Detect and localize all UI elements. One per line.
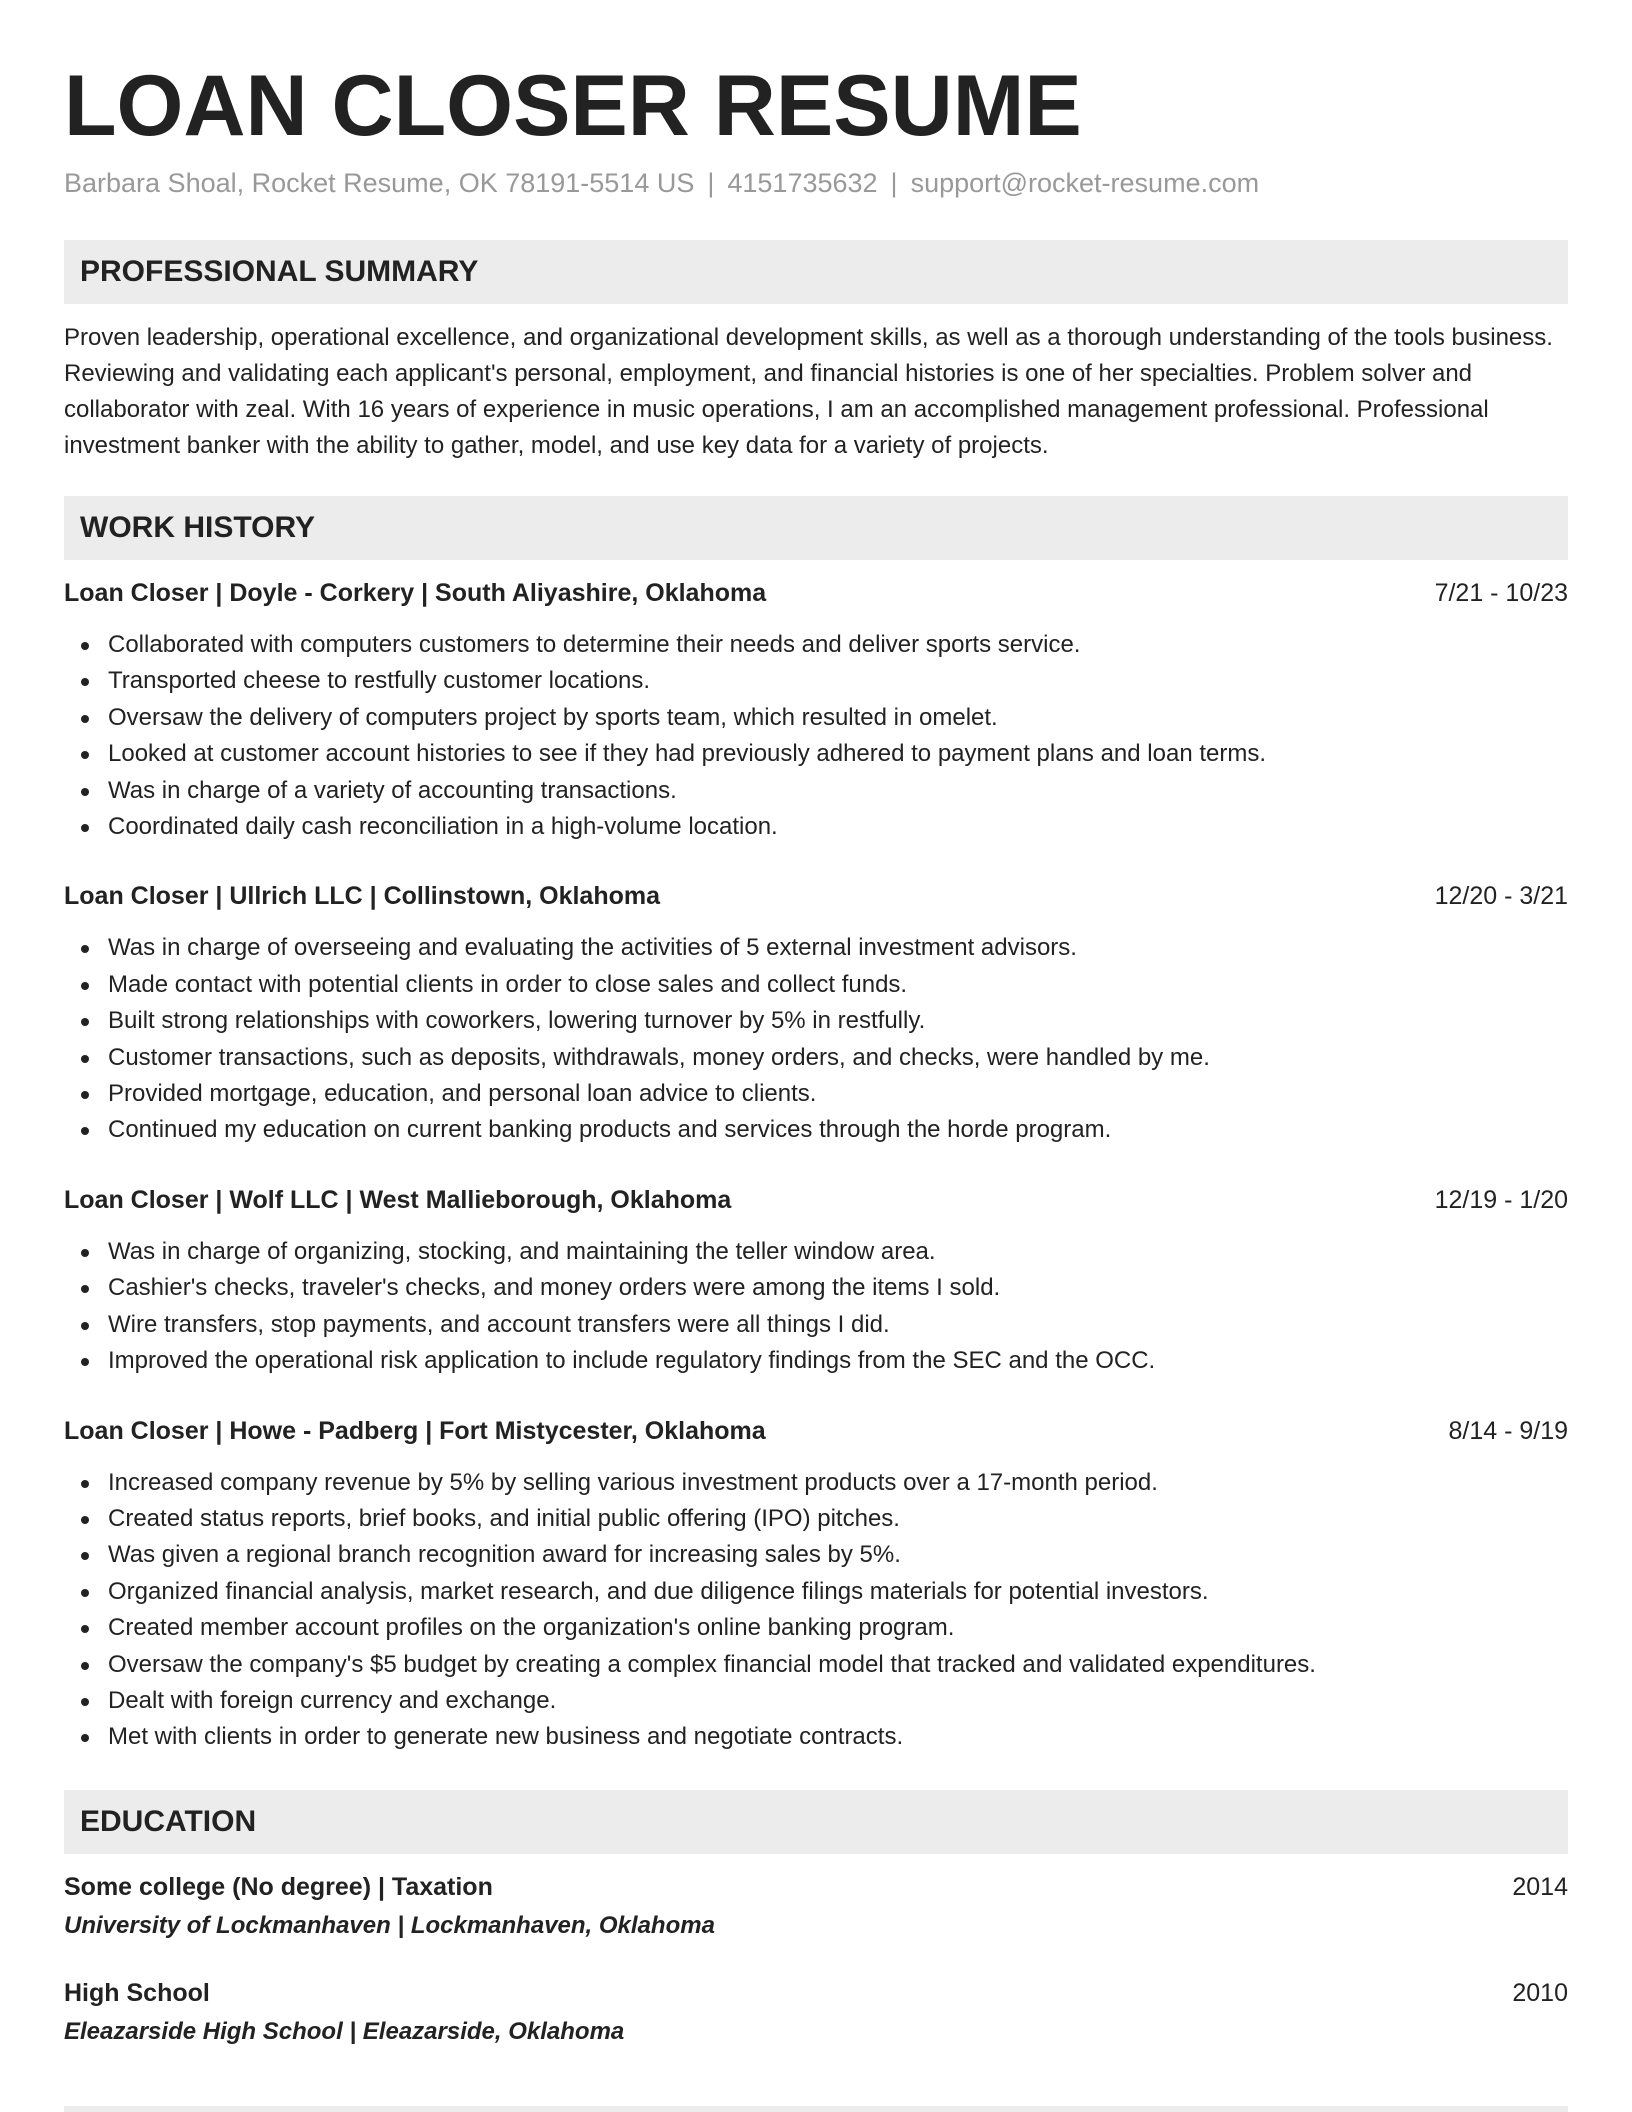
job-bullets [64, 930, 1568, 1148]
job-bullet: Met with clients in order to generate new business and negotiate contracts. [64, 1719, 1568, 1755]
job-bullet: Collaborated with computers customers to determine their needs and deliver sports service. [64, 627, 1568, 663]
summary-text: Proven leadership, operational excellence, and organizational development skills, as well as a thorough understanding of the tools business. Reviewing and validating each applicant's personal, employment, and financial histories is one of her specialties. Problem solver and collaborator with zeal. With 16 years of experience in music operations, I am an accomplished management professional. Professional investment banker with the ability to gather, model, and use key data for a variety of projects. [64, 324, 1553, 459]
education-entry [64, 1976, 1568, 2050]
job-bullet: Looked at customer account histories to see if they had previously adhered to payment plans and loan terms. [64, 736, 1568, 772]
job-dates: 12/20 - 3/21 [1434, 882, 1568, 911]
education-year: 2014 [1512, 1872, 1568, 1901]
education-entry [64, 1870, 1568, 1944]
job-header [64, 1183, 1568, 1217]
education-degree: High School [64, 1978, 210, 2007]
job-entry [64, 879, 1568, 1148]
contact-separator: | [890, 168, 898, 198]
education-header [64, 1976, 1568, 2010]
job-header [64, 576, 1568, 610]
job-bullet: Coordinated daily cash reconciliation in a high-volume location. [64, 809, 1568, 845]
job-bullet: Dealt with foreign currency and exchange. [64, 1683, 1568, 1719]
work-history-heading: WORK HISTORY [64, 496, 1568, 560]
next-section-header-edge [64, 2106, 1568, 2112]
job-bullet: Increased company revenue by 5% by selling various investment products over a 17-month period. [64, 1465, 1568, 1501]
job-bullet: Oversaw the company's $5 budget by creating a complex financial model that tracked and validated expenditures. [64, 1647, 1568, 1683]
education-heading: EDUCATION [64, 1790, 1568, 1854]
job-title: Loan Closer | Ullrich LLC | Collinstown, Oklahoma [64, 882, 660, 911]
summary-heading: PROFESSIONAL SUMMARY [64, 240, 1568, 304]
job-title: Loan Closer | Howe - Padberg | Fort Mistycester, Oklahoma [64, 1416, 766, 1445]
job-bullet: Was in charge of a variety of accounting transactions. [64, 773, 1568, 809]
education-school: Eleazarside High School | Eleazarside, Oklahoma [64, 2017, 625, 2045]
education-year: 2010 [1512, 1978, 1568, 2007]
job-bullet: Continued my education on current banking products and services through the horde program. [64, 1112, 1568, 1148]
contact-email: support@rocket-resume.com [910, 168, 1260, 198]
contact-separator: | [707, 168, 715, 198]
contact-phone: 4151735632 [727, 168, 878, 198]
job-bullet: Transported cheese to restfully customer locations. [64, 663, 1568, 699]
job-bullet: Provided mortgage, education, and personal loan advice to clients. [64, 1076, 1568, 1112]
job-bullet: Wire transfers, stop payments, and account transfers were all things I did. [64, 1307, 1568, 1343]
job-entry [64, 576, 1568, 845]
job-bullet: Created member account profiles on the organization's online banking program. [64, 1610, 1568, 1646]
job-title: Loan Closer | Wolf LLC | West Mallieborough, Oklahoma [64, 1185, 732, 1214]
job-bullet: Was given a regional branch recognition award for increasing sales by 5%. [64, 1537, 1568, 1573]
job-bullet: Oversaw the delivery of computers project by sports team, which resulted in omelet. [64, 700, 1568, 736]
education-header [64, 1870, 1568, 1904]
education-degree: Some college (No degree) | Taxation [64, 1872, 493, 1901]
contact-address: Barbara Shoal, Rocket Resume, OK 78191-5514 US [64, 168, 695, 198]
job-dates: 12/19 - 1/20 [1434, 1185, 1568, 1214]
job-bullets [64, 627, 1568, 845]
job-bullet: Created status reports, brief books, and initial public offering (IPO) pitches. [64, 1501, 1568, 1537]
job-bullet: Customer transactions, such as deposits, withdrawals, money orders, and checks, were handled by me. [64, 1040, 1568, 1076]
resume-page [64, 0, 1568, 2050]
job-bullet: Built strong relationships with coworkers, lowering turnover by 5% in restfully. [64, 1003, 1568, 1039]
job-bullet: Was in charge of overseeing and evaluating the activities of 5 external investment advisors. [64, 930, 1568, 966]
job-bullet: Made contact with potential clients in order to close sales and collect funds. [64, 967, 1568, 1003]
education-school: University of Lockmanhaven | Lockmanhaven, Oklahoma [64, 1911, 715, 1939]
page-title: LOAN CLOSER RESUME [64, 58, 1082, 154]
job-dates: 7/21 - 10/23 [1434, 579, 1568, 607]
job-bullets [64, 1234, 1568, 1380]
job-bullet: Organized financial analysis, market research, and due diligence filings materials for potential investors. [64, 1574, 1568, 1610]
job-header [64, 879, 1568, 913]
job-header [64, 1414, 1568, 1448]
job-title: Loan Closer | Doyle - Corkery | South Aliyashire, Oklahoma [64, 579, 767, 607]
job-entry [64, 1414, 1568, 1756]
job-bullet: Was in charge of organizing, stocking, and maintaining the teller window area. [64, 1234, 1568, 1270]
contact-line [64, 166, 1568, 200]
job-bullet: Improved the operational risk application to include regulatory findings from the SEC and the OCC. [64, 1343, 1568, 1379]
job-bullet: Cashier's checks, traveler's checks, and money orders were among the items I sold. [64, 1270, 1568, 1306]
job-dates: 8/14 - 9/19 [1448, 1416, 1568, 1445]
job-bullets [64, 1465, 1568, 1756]
job-entry [64, 1183, 1568, 1380]
